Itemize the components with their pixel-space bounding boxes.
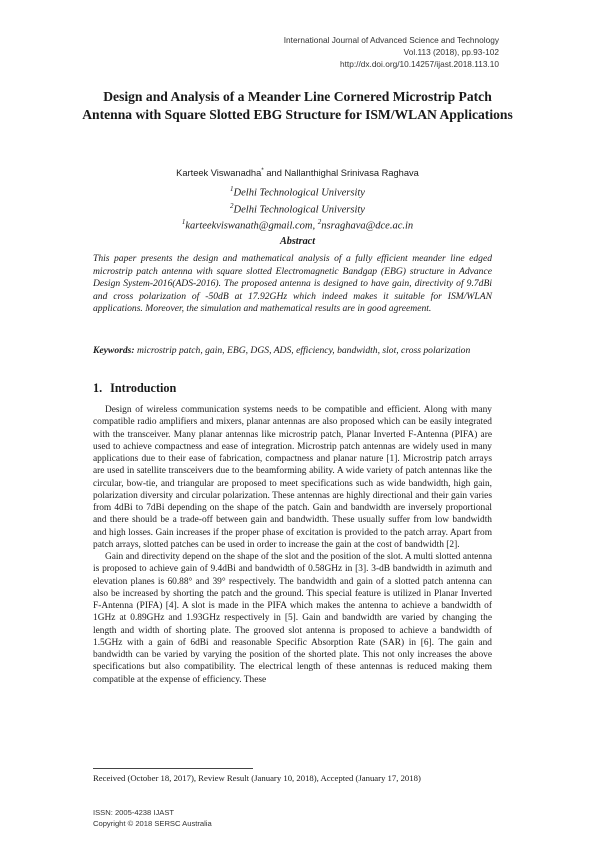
affiliation-mark-2: 2 xyxy=(230,201,234,210)
section-number: 1. xyxy=(93,381,103,395)
keywords-label: Keywords: xyxy=(93,345,135,356)
affiliation-1-text: Delhi Technological University xyxy=(233,187,365,199)
email-2[interactable]: nsraghava@dce.ac.in xyxy=(321,220,414,232)
intro-paragraph-1: Design of wireless communication systems needs to be compatible and efficient. Along with many compatible radio amplifiers and mixers, planar antennas are also proposed which can be easily integrated with the transceiver. Many planar antennas like microstrip patch, Planar Inverted F-Antenna (PIFA) are used to achieve compactness and ease of integration. Microstrip patch antennas are widely used in many applications due to their ease of fabrication, compactness and planar nature [1]. Microstrip patch arrays are used in satellite transceivers due to the beamforming ability. A wide variety of patch antennas like the circular, bow-tie, and triangular are proposed to meet specifications such as wide bandwidth, high gain, polarization diversity and circular polarization. These antennas are highly directional and their gain varies from 4dBi to 7dBi depending on the shape of the patch. Gain and bandwidth are inversely proportional and there should be a trade-off between gain and bandwidth. These usually suffer from low bandwidth and high losses. Gain increases if the proper phase of excitation is provided to the patch array. Apart from patch arrays, slotted patches can be used in order to increase the gain at the cost of bandwidth [2]. xyxy=(93,405,492,550)
journal-doi[interactable]: http://dx.doi.org/10.14257/ijast.2018.113.10 xyxy=(340,59,499,69)
page-footer xyxy=(93,807,212,829)
paper-title: Design and Analysis of a Meander Line Cornered Microstrip Patch Antenna with Square Slotted EBG Structure for ISM/WLAN Applications xyxy=(82,89,513,122)
affiliation-mark-1: 1 xyxy=(230,185,234,193)
email-1[interactable]: karteekviswanath@gmail.com, xyxy=(185,220,316,232)
email-mark-1: 1 xyxy=(181,218,186,226)
intro-paragraph-2: Gain and directivity depend on the shape of the slot and the position of the slot. A multi slotted antenna is proposed to achieve gain of 9.4dBi and bandwidth of 0.58GHz in [3]. 3-dB bandwidth in azimuth and elevation planes is 60.88° and 39° respectively. The bandwidth and gain of a slotted patch antenna can also be increased by shorting the patch and the ground. This special feature is utilized in Planar Inverted F-Antenna (PIFA) [4]. A slot is made in the PIFA which makes the antenna to achieve a bandwidth of 1GHz at 0.89GHz and 1.93GHz respectively in [5]. Gain and bandwidth are varied by changing the length and width of shorting plate. The grooved slot antenna is proposed to achieve a bandwidth of 1.5GHz with a gain of 6dBi and reasonable Specific Absorption Rate (SAR) in [6]. The gain and bandwidth can be varied by varying the position of the shorted plate. This not only increases the above specifications but also compatibility. The electrical length of these antennas is reduced making them compatible at the expense of efficiency. These xyxy=(93,552,492,685)
keywords-text: microstrip patch, gain, EBG, DGS, ADS, efficiency, bandwidth, slot, cross polarization xyxy=(136,345,471,356)
journal-volume: Vol.113 (2018), pp.93-102 xyxy=(403,47,499,57)
keywords xyxy=(93,345,492,358)
author-1: Karteek Viswanadha xyxy=(176,168,262,179)
author-2: Nallanthighal Srinivasa Raghava xyxy=(284,168,419,179)
journal-name: International Journal of Advanced Science and Technology xyxy=(283,35,499,45)
affiliation-2-text: Delhi Technological University xyxy=(233,204,365,215)
introduction-body xyxy=(93,404,492,686)
section-heading-introduction xyxy=(93,381,176,396)
received-dates: Received (October 18, 2017), Review Result (January 10, 2018), Accepted (January 17, 2018) xyxy=(93,773,421,783)
author-line xyxy=(80,167,515,178)
journal-header xyxy=(284,34,499,70)
affiliation-1 xyxy=(80,183,515,200)
author-emails xyxy=(80,216,515,233)
corresponding-author-mark: * xyxy=(261,167,264,174)
author-connector: and xyxy=(263,168,285,179)
affiliation-2 xyxy=(80,200,515,217)
section-title: Introduction xyxy=(110,381,177,395)
footnote-divider xyxy=(93,768,253,769)
issn-text: ISSN: 2005-4238 IJAST xyxy=(93,808,175,817)
abstract-text: This paper presents the design and mathematical analysis of a fully efficient meander line edged microstrip patch antenna with square slotted Electromagnetic Bandgap (EBG) structure in Advance Design System-2016(ADS-2016). The proposed antenna is designed to have gain, directivity of 9.7dBi and cross polarization of -50dB at 17.92GHz which indeed makes it suitable for ISM/WLAN applications. Moreover, the simulation and mathematical results are in good agreement. xyxy=(93,253,492,315)
copyright-text: Copyright © 2018 SERSC Australia xyxy=(93,819,212,828)
abstract-heading: Abstract xyxy=(279,236,316,247)
affiliations xyxy=(80,183,515,233)
email-mark-2: 2 xyxy=(317,218,322,226)
